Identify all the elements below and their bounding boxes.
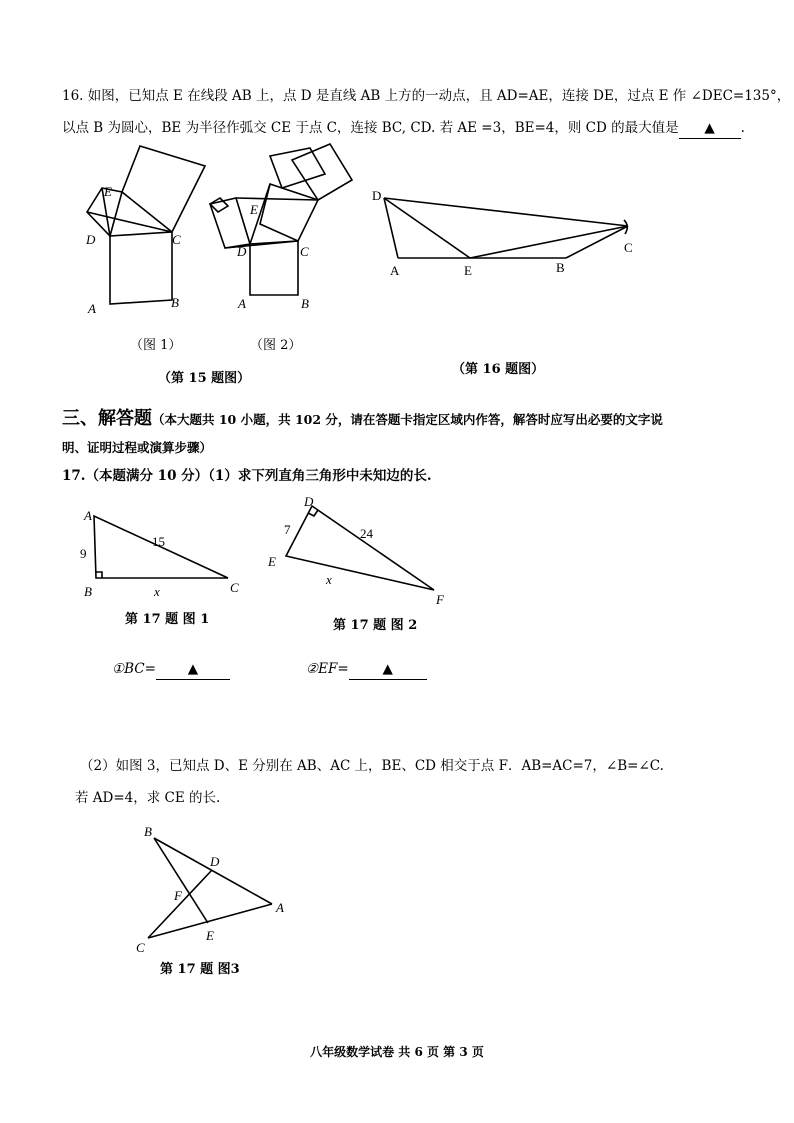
- page-footer: 八年级数学试卷 共 6 页 第 3 页: [310, 1045, 484, 1059]
- section3-note-2: 明、证明过程或演算步骤）: [62, 440, 213, 455]
- fig15-1-bottom-square: [110, 232, 172, 304]
- q17-ans2-blank: ▲: [349, 659, 427, 680]
- section3-header: [62, 404, 663, 430]
- fig15-2-label-E: E: [250, 202, 258, 217]
- fig16-segment-DC: [384, 198, 628, 226]
- fig15-1-label-D: D: [86, 232, 96, 247]
- fig16-label-D: D: [372, 188, 382, 203]
- q17-header: 17.（本题满分 10 分）（1）求下列直角三角形中未知边的长.: [62, 468, 432, 484]
- fig17-3-label-A: A: [276, 900, 284, 915]
- q17-answer-1: [112, 659, 230, 680]
- fig15-caption: （第 15 题图）: [158, 371, 251, 386]
- q16-answer-blank: ▲: [679, 118, 741, 139]
- fig15-1-label-C: C: [172, 232, 181, 247]
- fig17-1-side-AB: 9: [80, 546, 87, 561]
- fig17-2-label-F: F: [436, 592, 444, 607]
- fig17-3-segment-BA: [154, 838, 272, 904]
- section3-note-1: （本大题共 10 小题，共 102 分，请在答题卡指定区域内作答，解答时应写出必要的文字说: [152, 412, 663, 427]
- fig15-1-right-square: [122, 146, 205, 232]
- fig15-2-line-2: [236, 198, 318, 200]
- section3-title: 三、解答题: [62, 408, 152, 429]
- fig17-1-side-AC: 15: [152, 534, 165, 549]
- fig17-1-right-angle: [96, 572, 102, 578]
- fig17-2-caption: 第 17 题 图 2: [333, 618, 418, 633]
- q17-part2-line1: （2）如图 3，已知点 D、E 分别在 AB、AC 上，BE、CD 相交于点 F．AB=AC=7，∠B=∠C.: [80, 758, 664, 774]
- fig17-2-triangle: [286, 506, 434, 590]
- fig16-label-B: B: [556, 260, 565, 275]
- fig15-2-label-D: D: [237, 244, 247, 259]
- q17-ans2-label: ②EF=: [306, 661, 349, 677]
- fig15-1-label-B: B: [171, 295, 179, 310]
- fig17-2-label-E: E: [268, 554, 276, 569]
- fig16-label-A: A: [390, 263, 400, 278]
- fig17-3-label-F: F: [174, 888, 182, 903]
- figure-17-2: [262, 494, 462, 609]
- fig17-2-label-D: D: [304, 494, 314, 509]
- figure-15: [60, 140, 360, 350]
- fig16-label-E: E: [464, 263, 472, 278]
- fig17-3-label-E: E: [206, 928, 214, 943]
- fig17-1-label-B: B: [84, 584, 92, 599]
- fig17-3-label-C: C: [136, 940, 145, 955]
- q17-answer-2: [306, 659, 427, 680]
- fig17-2-side-DF: 24: [360, 526, 373, 541]
- fig16-caption: （第 16 题图）: [452, 362, 545, 377]
- fig15-1-caption: （图 1）: [130, 338, 182, 353]
- fig15-2-label-B: B: [301, 296, 309, 311]
- fig17-3-caption: 第 17 题 图3: [160, 962, 240, 977]
- figure-17-3: [130, 820, 300, 960]
- fig17-1-side-BC: x: [154, 584, 160, 599]
- fig15-2-right-square: [260, 184, 318, 241]
- q17-ans1-label: ①BC=: [112, 661, 156, 677]
- q17-ans1-blank: ▲: [156, 659, 230, 680]
- fig17-1-caption: 第 17 题 图 1: [125, 612, 210, 627]
- q16-end: .: [740, 120, 745, 136]
- fig15-2-caption: （图 2）: [250, 338, 302, 353]
- fig15-2-line-1: [225, 241, 298, 248]
- q16-line1: 16. 如图，已知点 E 在线段 AB 上，点 D 是直线 AB 上方的一动点，且 AD=AE，连接 DE，过点 E 作 ∠DEC=135°，: [62, 88, 791, 104]
- fig17-2-side-EF: x: [326, 572, 332, 587]
- fig15-1-label-E: E: [104, 184, 112, 199]
- fig17-1-label-A: A: [84, 508, 92, 523]
- fig15-2-left-square: [210, 198, 250, 248]
- fig17-3-segment-BE: [154, 838, 208, 923]
- q17-part2-line2: 若 AD=4，求 CE 的长.: [75, 790, 221, 806]
- fig16-segment-BC: [566, 226, 628, 258]
- fig15-2-label-C: C: [300, 244, 309, 259]
- fig15-2-label-A: A: [238, 296, 246, 311]
- fig15-2-top-square-big: [292, 144, 352, 200]
- fig15-1-label-A: A: [88, 301, 96, 316]
- fig17-3-label-D: D: [210, 854, 220, 869]
- fig16-segment-EC: [470, 226, 628, 258]
- fig16-label-C: C: [624, 240, 633, 255]
- fig17-3-label-B: B: [144, 824, 152, 839]
- fig17-1-label-C: C: [230, 580, 239, 595]
- q16-line2: [62, 118, 745, 139]
- figure-16: [360, 180, 660, 290]
- fig15-2-bottom-square: [250, 241, 298, 295]
- q16-line2-text: 以点 B 为圆心，BE 为半径作弧交 CE 于点 C，连接 BC, CD. 若 AE =3，BE=4，则 CD 的最大值是: [62, 120, 679, 136]
- figure-17-1: [70, 500, 260, 610]
- fig17-2-side-DE: 7: [284, 522, 291, 537]
